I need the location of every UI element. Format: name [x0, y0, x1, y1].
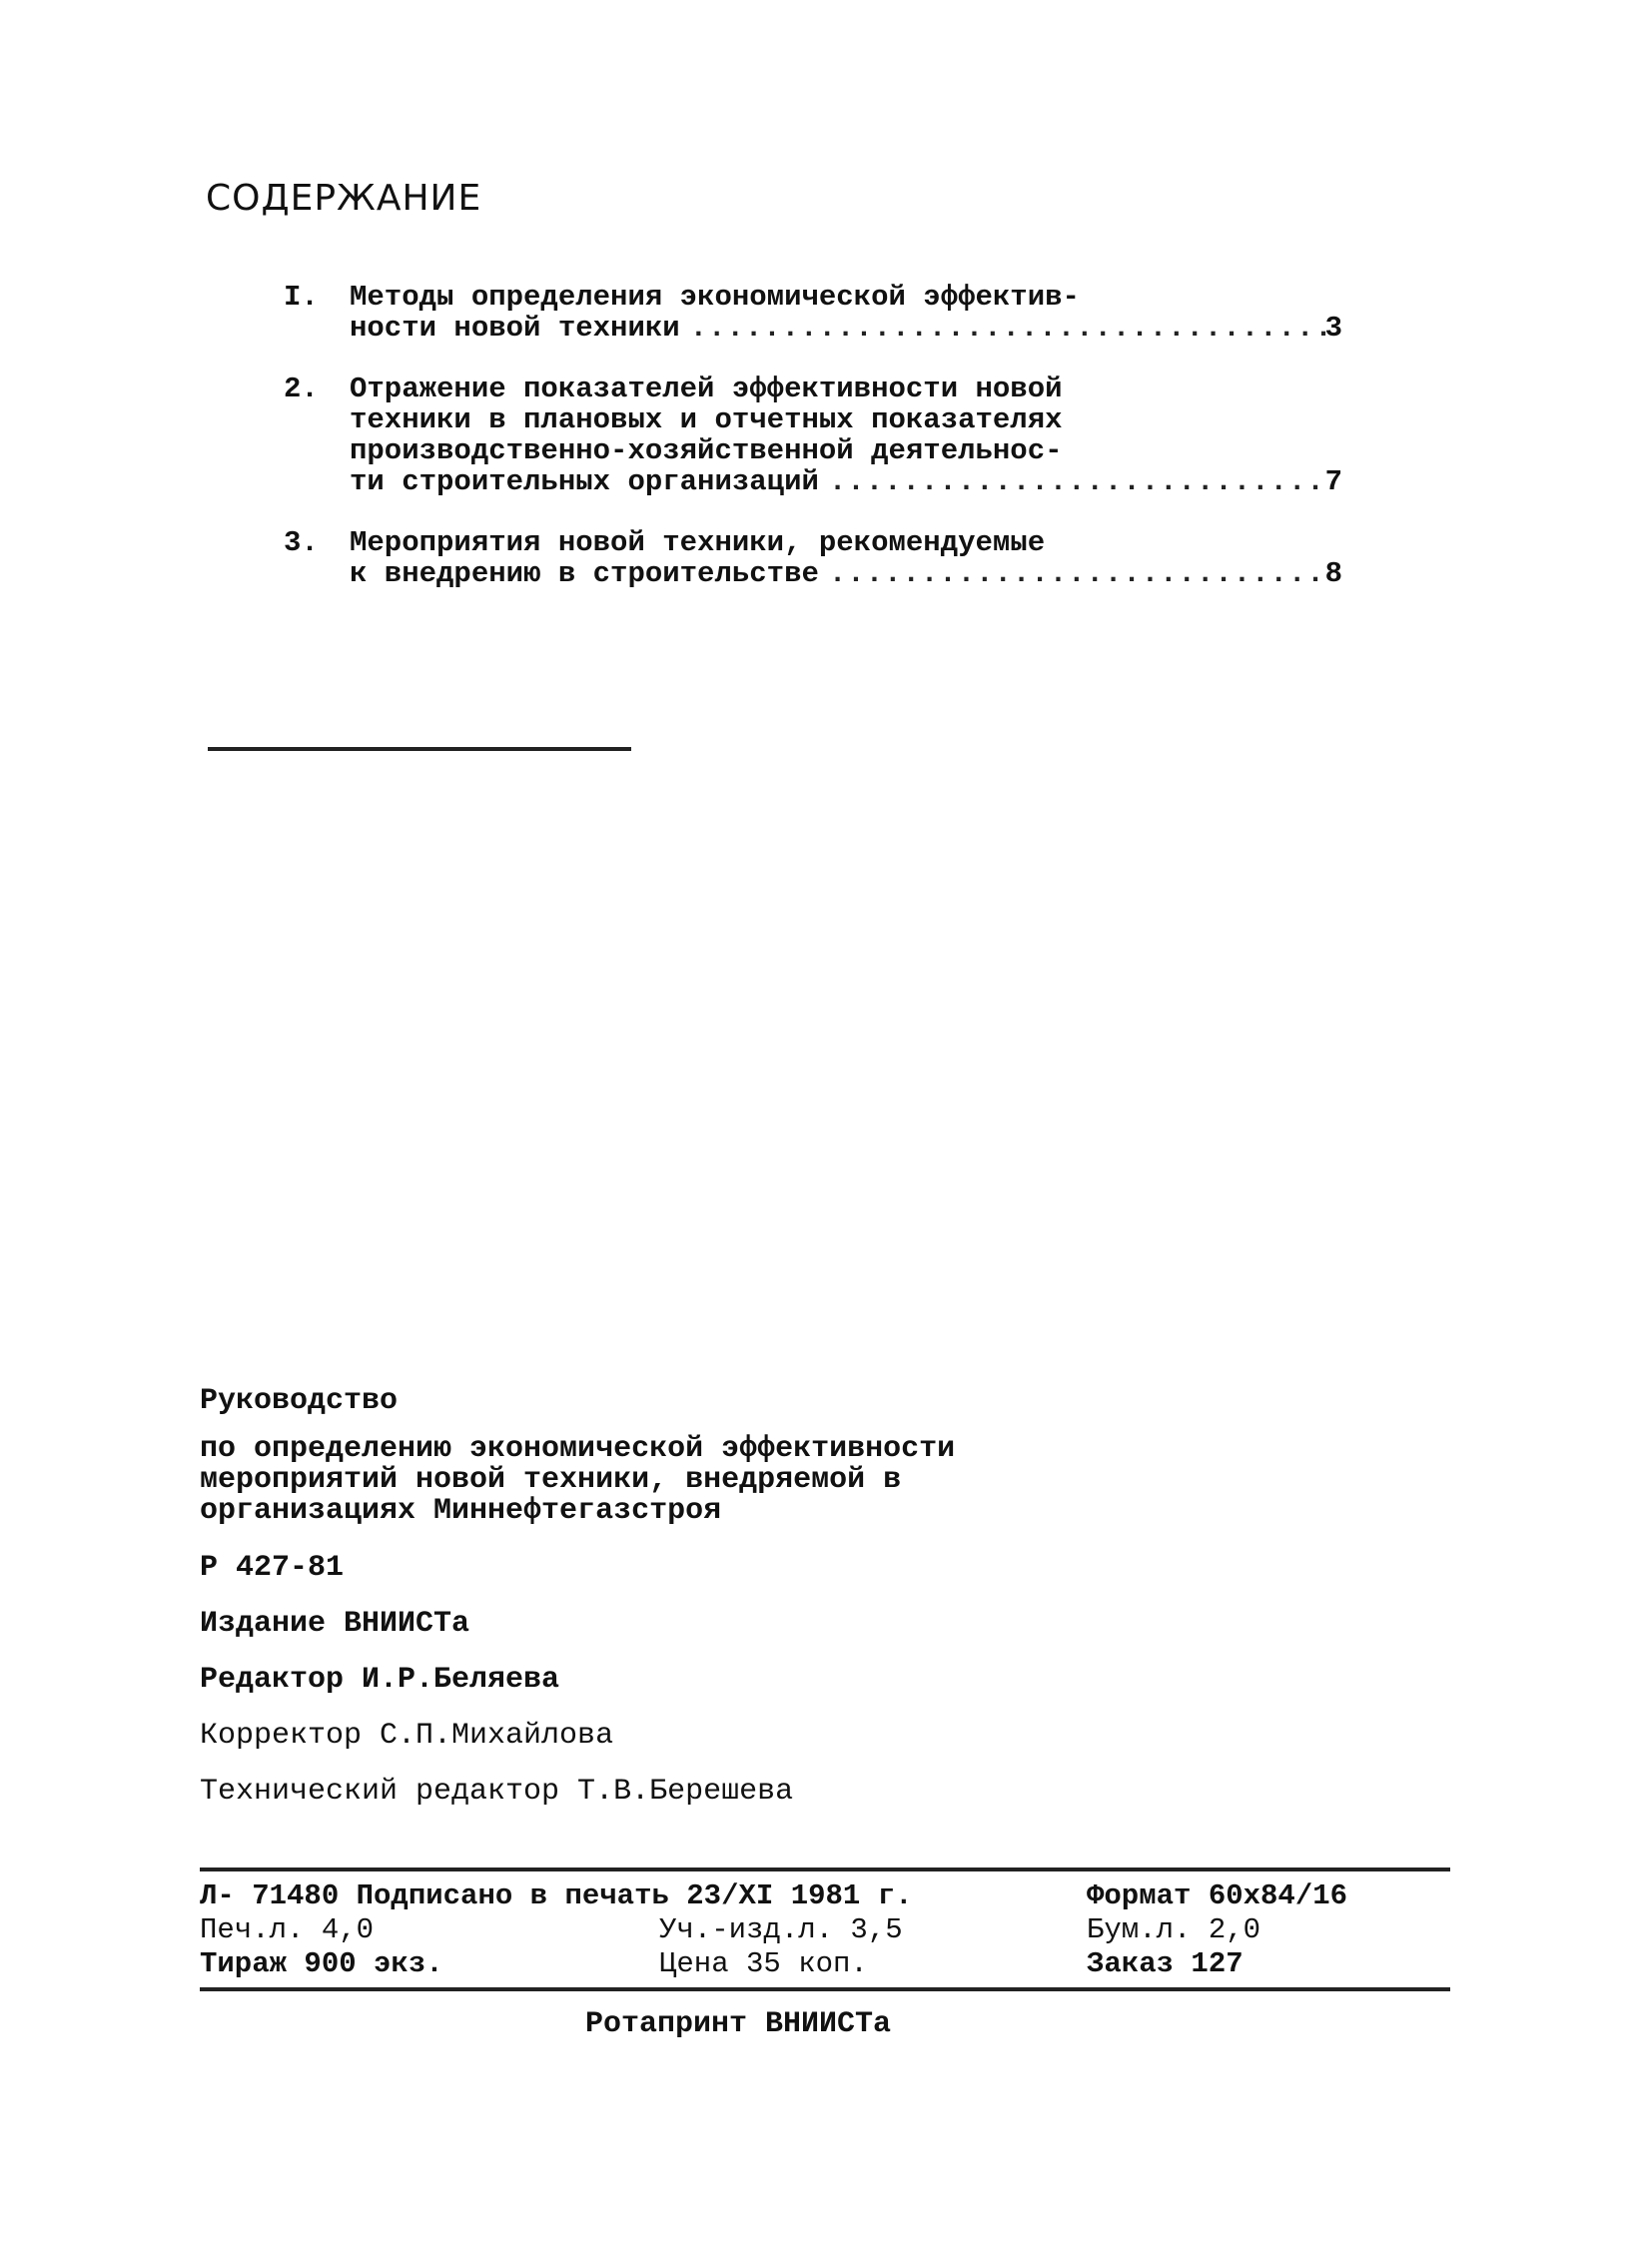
document-title-line: организациях Миннефтегазстроя [200, 1494, 722, 1528]
document-code: Р 427-81 [200, 1551, 345, 1585]
paper-sheets: Бум.л. 2,0 [1087, 1913, 1261, 1946]
document-title-line: по определению экономической эффективности [200, 1432, 956, 1466]
toc-entry-line: техники в плановых и отчетных показателях [350, 403, 1063, 436]
document-type: Руководство [200, 1384, 399, 1418]
toc-page-number: 3 [1324, 312, 1342, 345]
toc-entry-line: ности новой техники [350, 312, 680, 345]
toc-entry-line: Отражение показателей эффективности новой [350, 373, 1063, 405]
imprint-rule-top [200, 1868, 1450, 1871]
print-run: Тираж 900 экз. [200, 1947, 443, 1980]
toc-entry[interactable] [284, 374, 1362, 497]
imprint-block [200, 1384, 1458, 1831]
toc-entry-line: Мероприятия новой техники, рекомендуемые [350, 526, 1046, 559]
toc-entry[interactable] [284, 527, 1362, 589]
printer-name: Ротапринт ВНИИСТа [585, 2007, 892, 2041]
toc-entry-line: к внедрению в строительстве [350, 557, 819, 590]
imprint-rule-bottom [200, 1987, 1450, 1991]
print-details-row [200, 1913, 1450, 1947]
publisher: Издание ВНИИСТа [200, 1607, 470, 1641]
order-number: Заказ 127 [1087, 1947, 1243, 1980]
print-details-row [200, 1879, 1450, 1913]
print-details [200, 1879, 1450, 1981]
document-title [200, 1434, 1458, 1527]
toc-entry-number: I. [284, 281, 319, 314]
toc-leader-dots [829, 558, 1330, 589]
toc-entry-number: 3. [284, 526, 319, 559]
contents-heading: СОДЕРЖАНИЕ [206, 178, 482, 219]
toc-leader-dots [690, 313, 1330, 344]
document-title-line: мероприятий новой техники, внедряемой в [200, 1463, 902, 1497]
toc-entry-line: ти строительных организаций [350, 465, 819, 498]
signed-to-print: Л- 71480 Подписано в печать 23/XI 1981 г. [200, 1879, 913, 1912]
printed-sheets: Печ.л. 4,0 [200, 1913, 375, 1946]
print-details-row [200, 1947, 1450, 1981]
toc-entry[interactable] [284, 282, 1362, 344]
table-of-contents [284, 282, 1362, 619]
toc-page-number: 8 [1324, 557, 1342, 590]
publishing-sheets: Уч.-изд.л. 3,5 [659, 1913, 903, 1946]
section-divider [208, 747, 631, 751]
toc-entry-number: 2. [284, 373, 319, 405]
toc-entry-line: Методы определения экономической эффектив- [350, 281, 1080, 314]
toc-entry-line: производственно-хозяйственной деятельнос- [350, 434, 1063, 467]
toc-leader-dots [829, 466, 1330, 497]
paper-format: Формат 60х84/16 [1087, 1879, 1348, 1912]
technical-editor: Технический редактор Т.В.Берешева [200, 1775, 794, 1809]
toc-page-number: 7 [1324, 465, 1342, 498]
editor: Редактор И.Р.Беляева [200, 1663, 560, 1697]
price: Цена 35 коп. [659, 1947, 868, 1980]
proofreader: Корректор С.П.Михайлова [200, 1719, 614, 1753]
